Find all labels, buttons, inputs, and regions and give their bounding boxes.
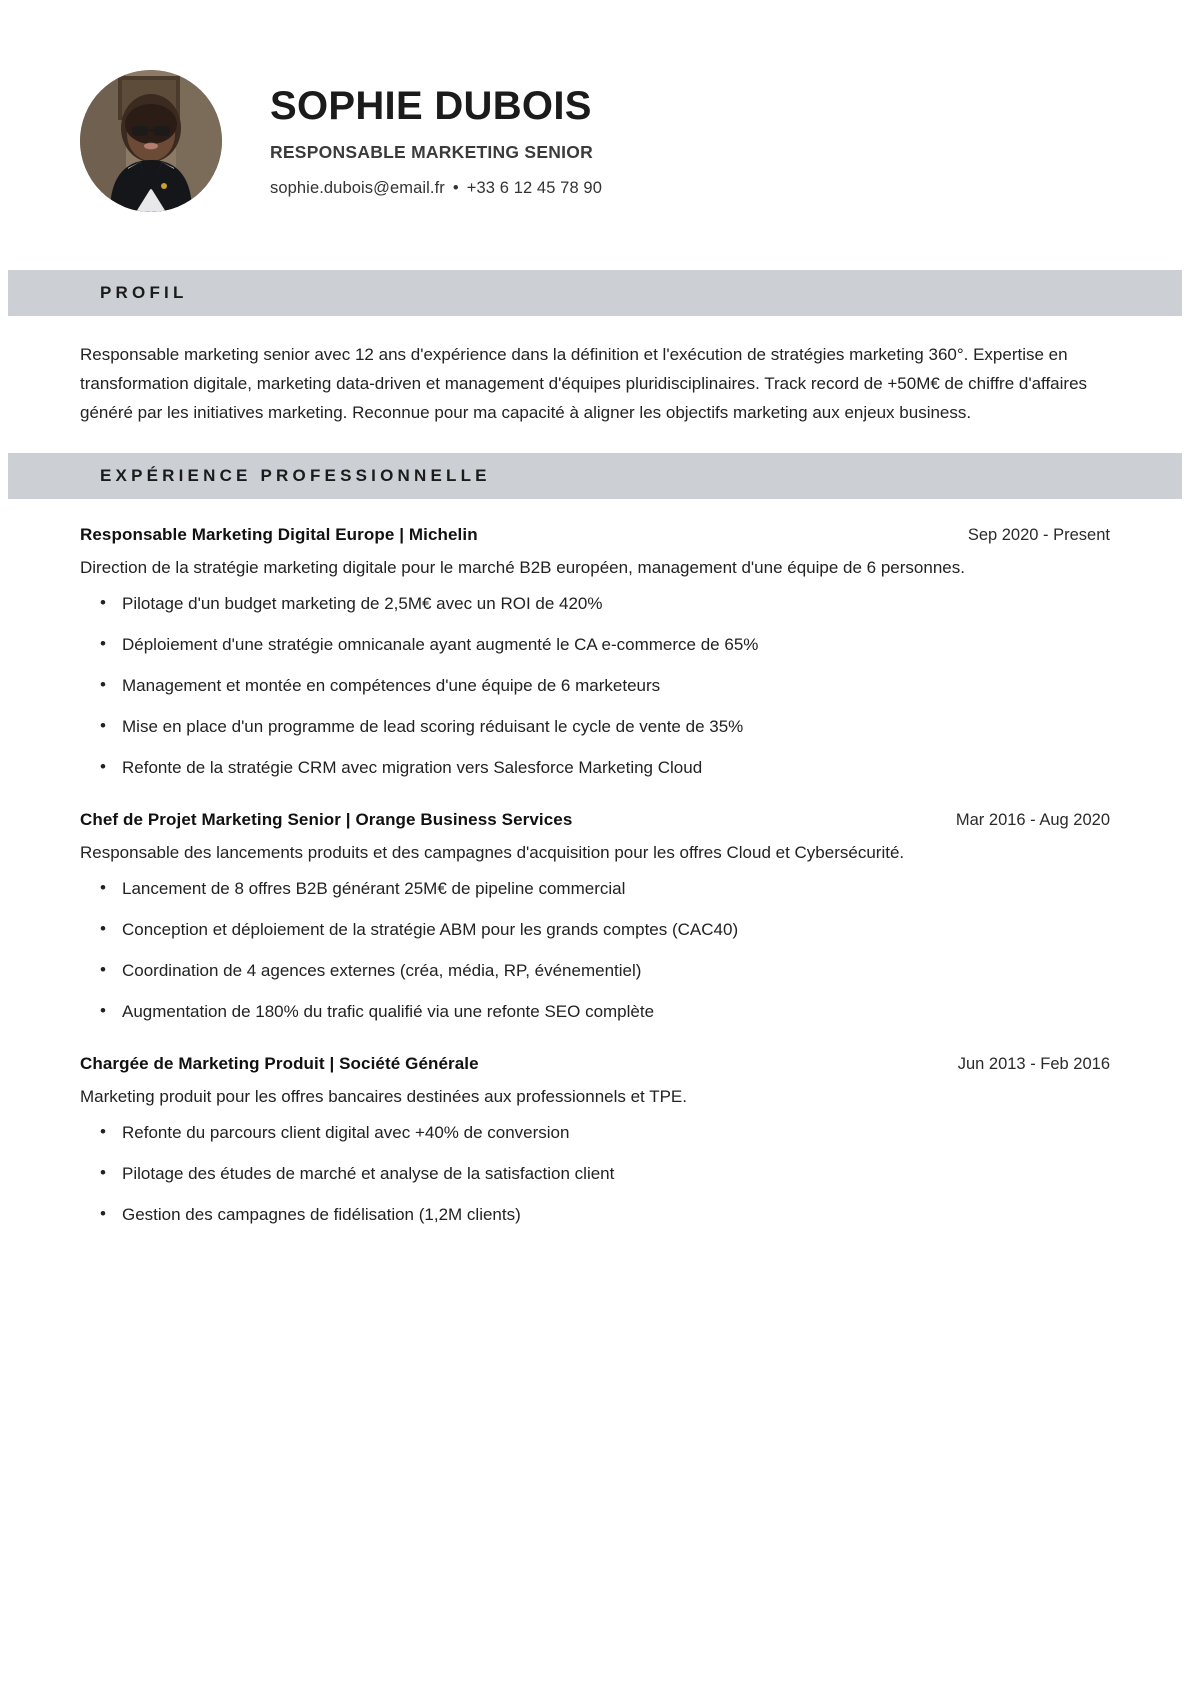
phone-text: +33 6 12 45 78 90 xyxy=(466,179,602,197)
experience-item-title: Responsable Marketing Digital Europe | Michelin xyxy=(80,525,478,544)
list-item: • Lancement de 8 offres B2B générant 25M€ de pipeline commercial xyxy=(80,877,1110,901)
list-item: • Augmentation de 180% du trafic qualifié via une refonte SEO complète xyxy=(80,1000,1110,1024)
experience-item-description: Direction de la stratégie marketing digitale pour le marché B2B européen, management d'une équipe de 6 personnes. xyxy=(80,558,965,577)
contact-separator: • xyxy=(452,179,459,197)
experience-item-dates: Sep 2020 - Present xyxy=(967,526,1110,544)
email-text: sophie.dubois@email.fr xyxy=(270,179,445,197)
list-item: • Pilotage d'un budget marketing de 2,5M€ avec un ROI de 420% xyxy=(80,592,1110,616)
experience-item-header xyxy=(80,1054,1110,1074)
portrait-photo-icon xyxy=(80,70,222,212)
experience-item-title: Chef de Projet Marketing Senior | Orange Business Services xyxy=(80,810,573,829)
experience-item xyxy=(80,525,1110,780)
profile-text: Responsable marketing senior avec 12 ans d'expérience dans la définition et l'exécution de stratégies marketing 360°. Expertise en transformation digitale, marketing data-driven et management d'équipes pluridisciplinaires. Track record de +50M€ de chiffre d'affaires généré par les initiatives marketing. Reconnue pour ma capacité à aligner les objectifs marketing aux enjeux business. xyxy=(80,345,1088,422)
section-title-profil: PROFIL xyxy=(100,283,188,302)
experience-item-bullets xyxy=(80,1121,1110,1227)
experience-item-title: Chargée de Marketing Produit | Société Générale xyxy=(80,1054,479,1073)
page-title: SOPHIE DUBOIS xyxy=(270,84,592,128)
resume-sheet xyxy=(8,8,1182,1676)
experience-item-description: Responsable des lancements produits et des campagnes d'acquisition pour les offres Cloud et Cybersécurité. xyxy=(80,843,905,862)
list-item: • Management et montée en compétences d'une équipe de 6 marketeurs xyxy=(80,674,1110,698)
list-item: • Refonte de la stratégie CRM avec migration vers Salesforce Marketing Cloud xyxy=(80,756,1110,780)
experience-item-dates: Jun 2013 - Feb 2016 xyxy=(957,1055,1110,1073)
experience-item-bullets xyxy=(80,877,1110,1024)
experience-item-description: Marketing produit pour les offres bancaires destinées aux professionnels et TPE. xyxy=(80,1087,687,1106)
profile-block xyxy=(8,316,1182,453)
list-item: • Coordination de 4 agences externes (créa, média, RP, événementiel) xyxy=(80,959,1110,983)
list-item: • Mise en place d'un programme de lead scoring réduisant le cycle de vente de 35% xyxy=(80,715,1110,739)
experience-item-dates: Mar 2016 - Aug 2020 xyxy=(955,811,1110,829)
experience-item-header xyxy=(80,810,1110,830)
section-header-experience xyxy=(8,453,1182,499)
section-title-experience: EXPÉRIENCE PROFESSIONNELLE xyxy=(100,466,491,485)
experience-item xyxy=(80,1054,1110,1227)
experience-item-header xyxy=(80,525,1110,545)
section-header-profil xyxy=(8,270,1182,316)
list-item: • Refonte du parcours client digital avec +40% de conversion xyxy=(80,1121,1110,1145)
contact-line xyxy=(270,179,1110,198)
list-item: • Pilotage des études de marché et analyse de la satisfaction client xyxy=(80,1162,1110,1186)
list-item: • Gestion des campagnes de fidélisation (1,2M clients) xyxy=(80,1203,1110,1227)
experience-item xyxy=(80,810,1110,1024)
experience-block xyxy=(8,499,1182,1227)
list-item: • Conception et déploiement de la stratégie ABM pour les grands comptes (CAC40) xyxy=(80,918,1110,942)
experience-item-bullets xyxy=(80,592,1110,780)
list-item: • Déploiement d'une stratégie omnicanale ayant augmenté le CA e-commerce de 65% xyxy=(80,633,1110,657)
avatar xyxy=(80,70,222,212)
job-title-subheading: RESPONSABLE MARKETING SENIOR xyxy=(270,142,593,162)
header-text xyxy=(270,84,1110,198)
resume-header xyxy=(8,8,1182,270)
